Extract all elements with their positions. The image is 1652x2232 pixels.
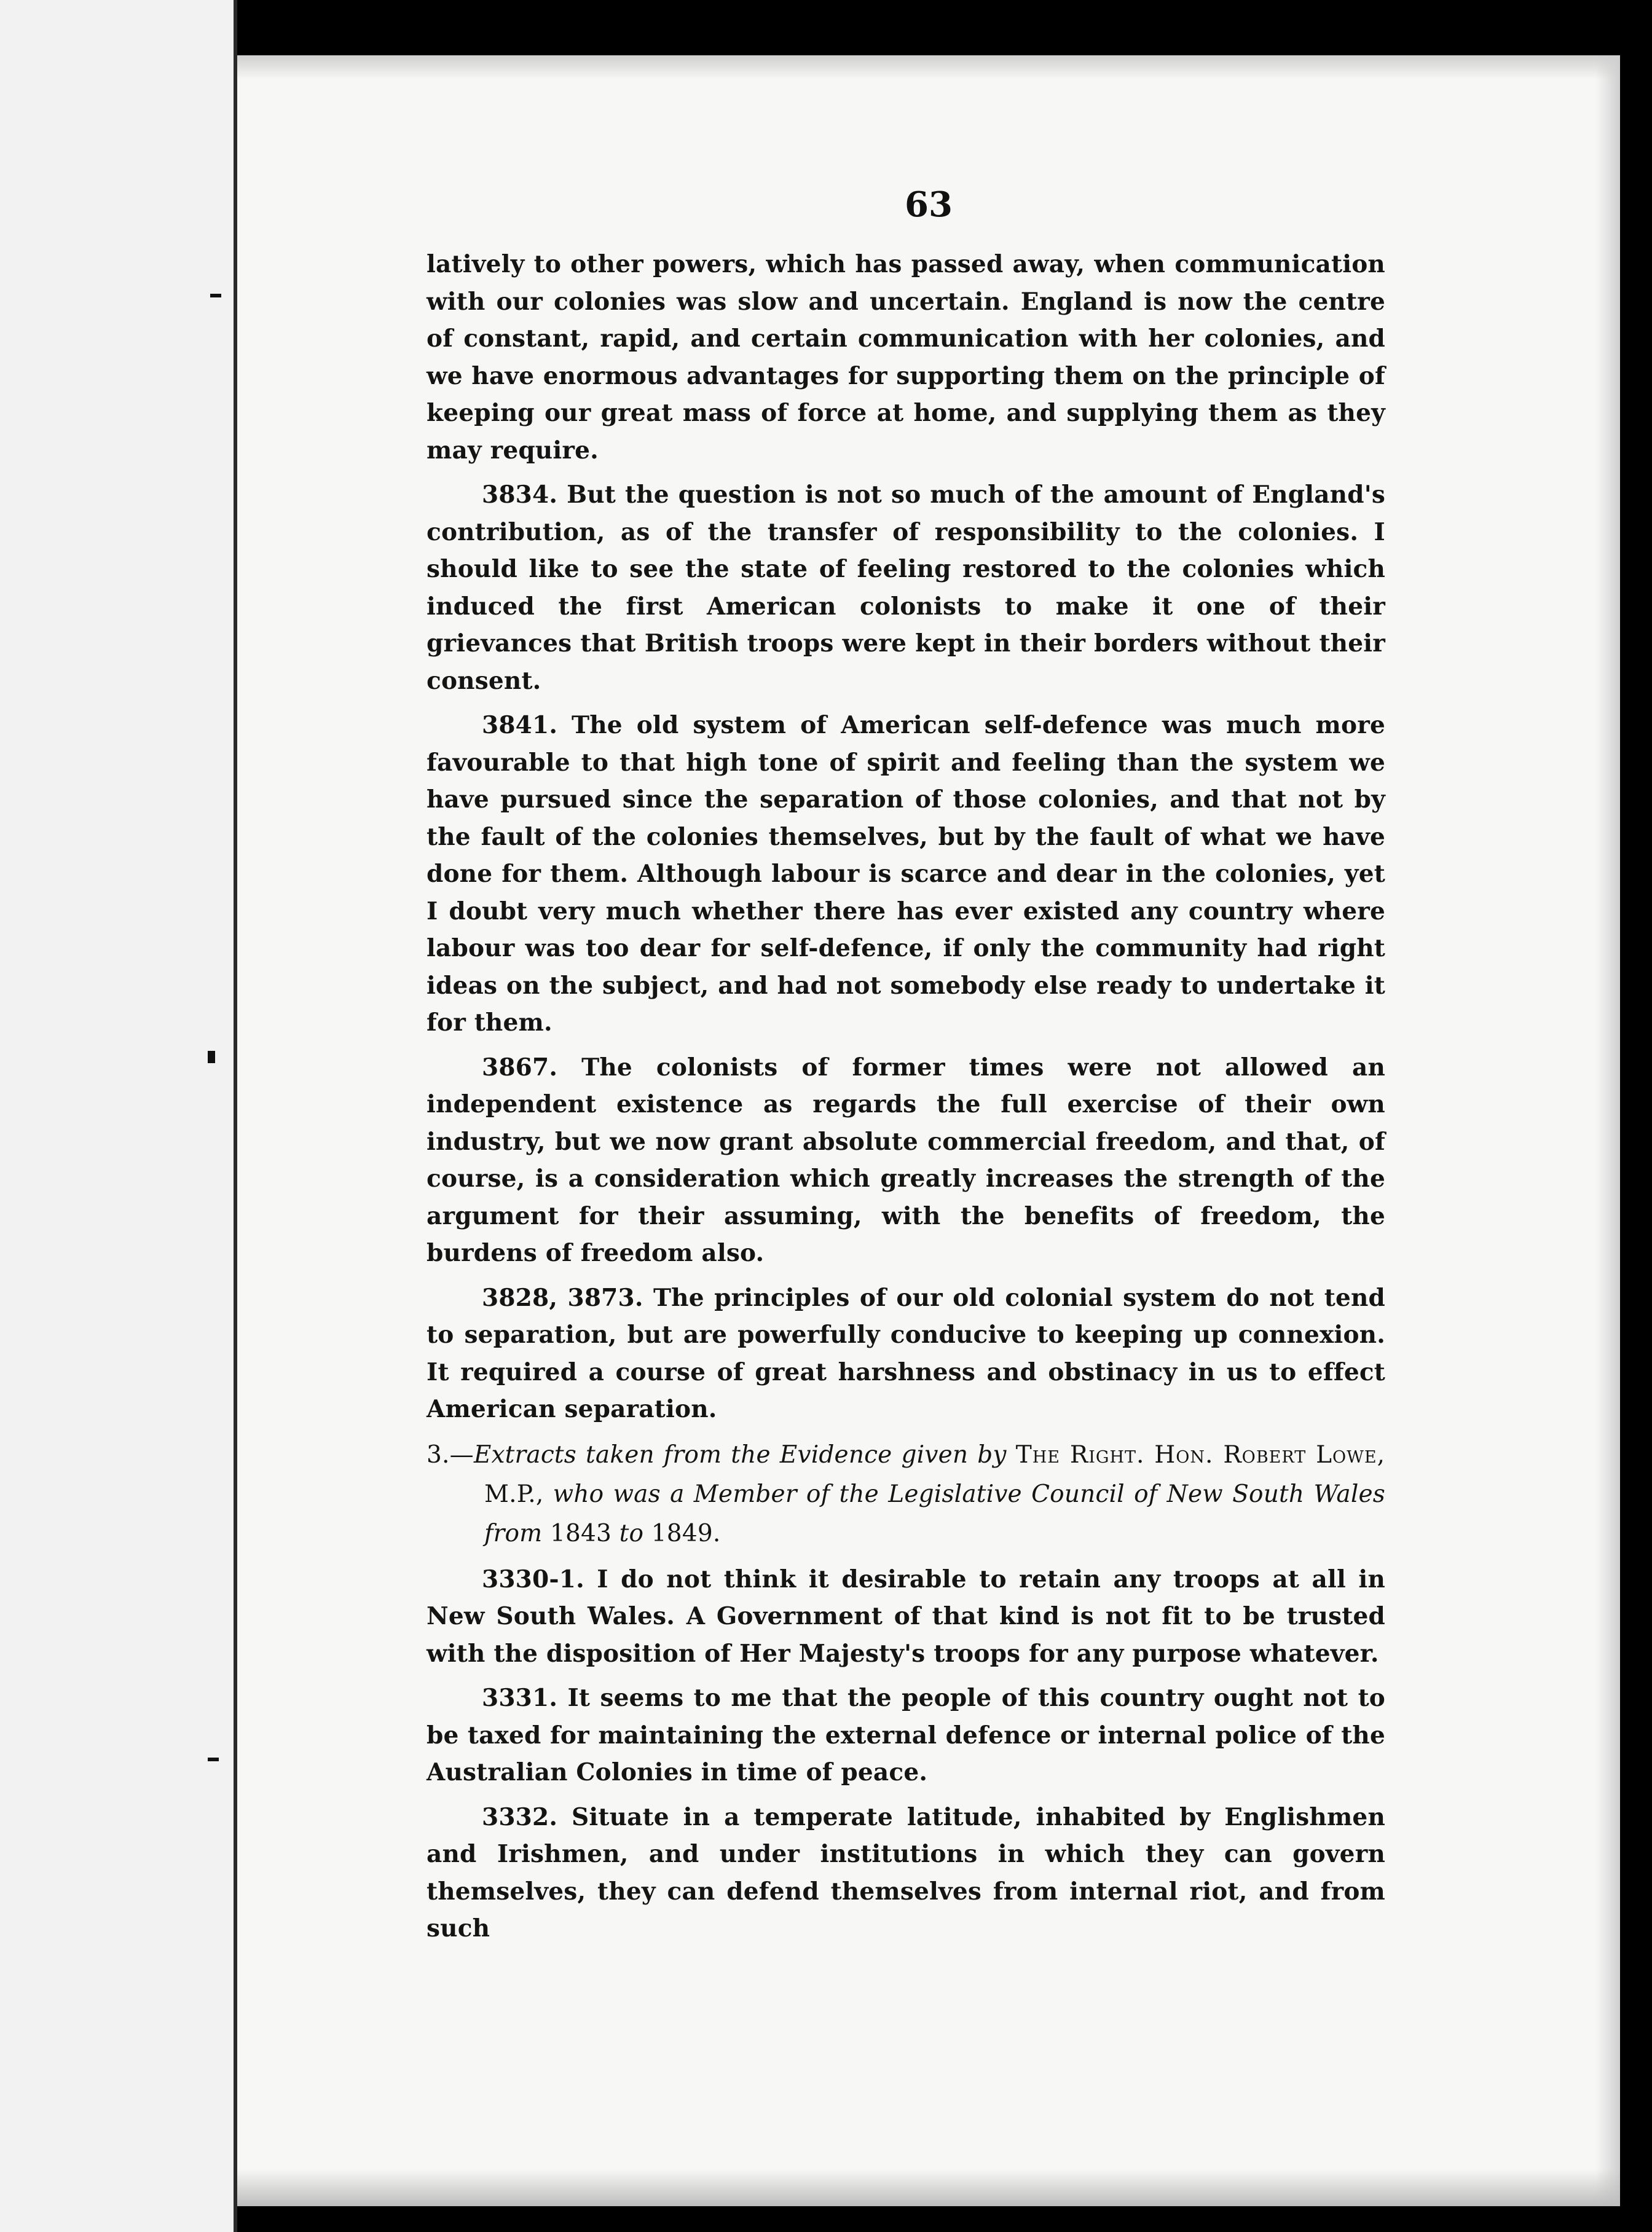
page-bottom-shadow [237, 2169, 1620, 2206]
paragraph: 3332. Situate in a temperate latitude, inhabited by Englishmen and Irishmen, and under institutions in which they can govern themselves, they can defend themselves from internal riot, and from such [427, 1802, 1385, 1943]
paragraph: 3330-1. I do not think it desirable to retain any troops at all in New South Wales. A Government of that kind is not fit to be trusted with the disposition of Her Majesty's troops for any purpose whatever. [427, 1565, 1385, 1668]
heading-italic-to: to [619, 1519, 644, 1547]
heading-mp: M.P., [484, 1480, 544, 1508]
section-heading [427, 1436, 1385, 1554]
left-page-edge [0, 0, 237, 2232]
document-page [237, 55, 1620, 2206]
heading-italic-text: Extracts taken from the Evidence given by [473, 1440, 1007, 1469]
binding-mark [210, 294, 221, 297]
page-top-shadow [237, 55, 1620, 80]
paragraph: 3841. The old system of American self-defence was much more favourable to that high tone of spirit and feeling than the system we have pursued since the separation of those colonies, and that not by the fault of the colonies themselves, but by the fault of what we have done for them. Although labour is scarce and dear in the colonies, yet I doubt very much whether there has ever existed any country where labour was too dear for self-defence, if only the community had right ideas on the subject, and had not somebody else ready to undertake it for them. [427, 711, 1385, 1037]
paragraph: 3828, 3873. The principles of our old colonial system do not tend to separation, but are powerfully conducive to keeping up connexion. It required a course of great harshness and obstinacy in us to effect American separation. [427, 1283, 1385, 1423]
heading-year-to: 1849. [651, 1519, 721, 1547]
binding-mark [208, 1051, 215, 1063]
heading-italic-text: who was a Member of the Legislative Council of New South Wales from [484, 1480, 1385, 1547]
paragraph: 3834. But the question is not so much of the amount of England's contribution, as of the transfer of responsibility to the colonies. I should like to see the state of feeling restored to the colonies which induced the first American colonists to make it one of their grievances that British troops were kept in their borders without their consent. [427, 481, 1385, 695]
paragraph: latively to other powers, which has passed away, when communication with our colonies was slow and uncertain. England is now the centre of constant, rapid, and certain communication with her colonies, and we have enormous advantages for supporting them on the principle of keeping our great mass of force at home, and supplying them as they may require. [427, 250, 1385, 465]
binding-mark [208, 1758, 219, 1761]
paragraph: 3867. The colonists of former times were not allowed an independent existence as regards the full exercise of their own industry, but we now grant absolute commercial freedom, and that, of course, is a consideration which greatly increases the strength of the argument for their assuming, with the benefits of freedom, the burdens of freedom also. [427, 1053, 1385, 1267]
heading-speaker-name: The Right. Hon. Robert Lowe, [1015, 1440, 1385, 1469]
body-text [427, 246, 1385, 1955]
page-number: 63 [905, 184, 953, 225]
page-right-shadow [1595, 55, 1620, 2206]
section-number: 3.— [427, 1440, 474, 1469]
paragraph: 3331. It seems to me that the people of this country ought not to be taxed for maintaining the external defence or internal police of the Australian Colonies in time of peace. [427, 1684, 1385, 1786]
heading-year-from: 1843 [549, 1519, 612, 1547]
